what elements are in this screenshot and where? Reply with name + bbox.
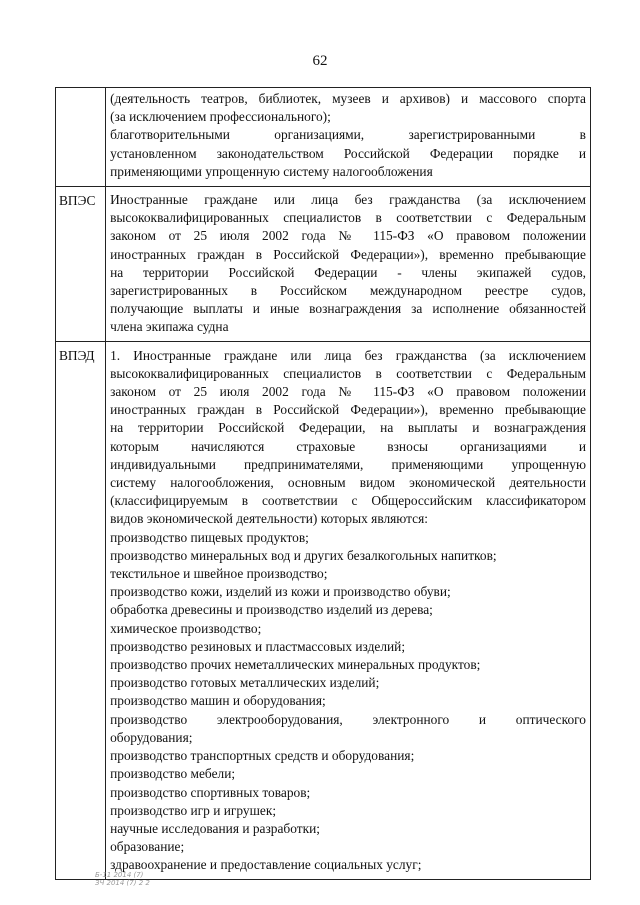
text-line: (за исключением профессионального); bbox=[110, 109, 331, 125]
table-row bbox=[56, 341, 591, 879]
footer-stamp-line: ЗЧ 2014 (7) 2 2 bbox=[95, 879, 150, 887]
codes-table bbox=[55, 87, 591, 880]
description-cell bbox=[106, 187, 591, 342]
text-line: высококвалифицированных специалистов в соответствии с Федеральным bbox=[110, 365, 586, 381]
list-item: производство готовых металлических изделий; bbox=[110, 675, 380, 691]
text-line: (деятельность театров, библиотек, музеев и архивов) и массового спорта bbox=[110, 91, 586, 106]
list-item: производство мебели; bbox=[110, 766, 236, 782]
text-line: получающие выплаты и иные вознаграждения за исполнение обязанностей bbox=[110, 301, 586, 317]
text-line: на территории Российской Федерации, на выплаты и вознаграждения bbox=[110, 420, 586, 436]
list-item: производство прочих неметаллических минеральных продуктов; bbox=[110, 657, 481, 673]
list-item: производство спортивных товаров; bbox=[110, 784, 311, 800]
list-item: текстильное и швейное производство; bbox=[110, 566, 328, 582]
text-line: видов экономической деятельности) которых являются: bbox=[110, 511, 428, 527]
list-item: оборудования; bbox=[110, 729, 193, 745]
list-item: производство машин и оборудования; bbox=[110, 693, 326, 709]
text-line: которым начисляются страховые взносы организациями и bbox=[110, 438, 586, 454]
footer-stamp bbox=[95, 871, 150, 887]
text-line: зарегистрированных в Российском международном реестре судов, bbox=[110, 283, 586, 299]
text-line: законом от 25 июля 2002 года № 115-ФЗ «О правовом положении bbox=[110, 228, 586, 244]
text-line: на территории Российской Федерации - члены экипажей судов, bbox=[110, 264, 586, 280]
list-item: химическое производство; bbox=[110, 620, 262, 636]
text-line: применяющими упрощенную систему налогообложения bbox=[110, 163, 433, 179]
footer-stamp-line: Б-11 2014 (7) bbox=[95, 871, 144, 879]
text-line: высококвалифицированных специалистов в соответствии с Федеральным bbox=[110, 210, 586, 226]
list-item: производство кожи, изделий из кожи и производство обуви; bbox=[110, 584, 451, 600]
page-number: 62 bbox=[312, 53, 328, 69]
list-item: производство игр и игрушек; bbox=[110, 802, 277, 818]
text-line: установленном законодательством Российской Федерации порядке и bbox=[110, 145, 586, 161]
text-line: иностранных граждан в Российской Федерации»), временно пребывающие bbox=[110, 246, 586, 262]
text-line: 1. Иностранные граждане или лица без гражданства (за исключением bbox=[110, 347, 586, 363]
code-cell: ВПЭД bbox=[56, 341, 106, 879]
code-cell: ВПЭС bbox=[56, 187, 106, 342]
list-item: производство электрооборудования, электронного и оптического bbox=[110, 711, 586, 727]
text-line: Иностранные граждане или лица без гражданства (за исключением bbox=[110, 192, 586, 207]
text-line: законом от 25 июля 2002 года № 115-ФЗ «О правовом положении bbox=[110, 384, 586, 400]
list-item: производство резиновых и пластмассовых изделий; bbox=[110, 638, 406, 654]
text-line: (классифицируемым в соответствии с Общероссийским классификатором bbox=[110, 493, 586, 509]
table-row bbox=[56, 88, 591, 187]
text-line: члена экипажа судна bbox=[110, 319, 229, 335]
table-row bbox=[56, 187, 591, 342]
description-cell bbox=[106, 341, 591, 879]
list-item: обработка древесины и производство изделий из дерева; bbox=[110, 602, 433, 618]
list-item: здравоохранение и предоставление социальных услуг; bbox=[110, 857, 422, 873]
text-line: индивидуальными предпринимателями, применяющими упрощенную bbox=[110, 456, 586, 472]
code-cell bbox=[56, 88, 106, 187]
description-cell bbox=[106, 88, 591, 187]
list-item: научные исследования и разработки; bbox=[110, 820, 320, 836]
text-line: систему налогообложения, основным видом экономической деятельности bbox=[110, 475, 586, 491]
list-item: производство транспортных средств и оборудования; bbox=[110, 748, 415, 764]
list-item: образование; bbox=[110, 839, 185, 855]
text-line: благотворительными организациями, зарегистрированными в bbox=[110, 127, 586, 143]
list-item: производство минеральных вод и других безалкогольных напитков; bbox=[110, 547, 497, 563]
list-item: производство пищевых продуктов; bbox=[110, 529, 309, 545]
text-line: иностранных граждан в Российской Федерации»), временно пребывающие bbox=[110, 402, 586, 418]
